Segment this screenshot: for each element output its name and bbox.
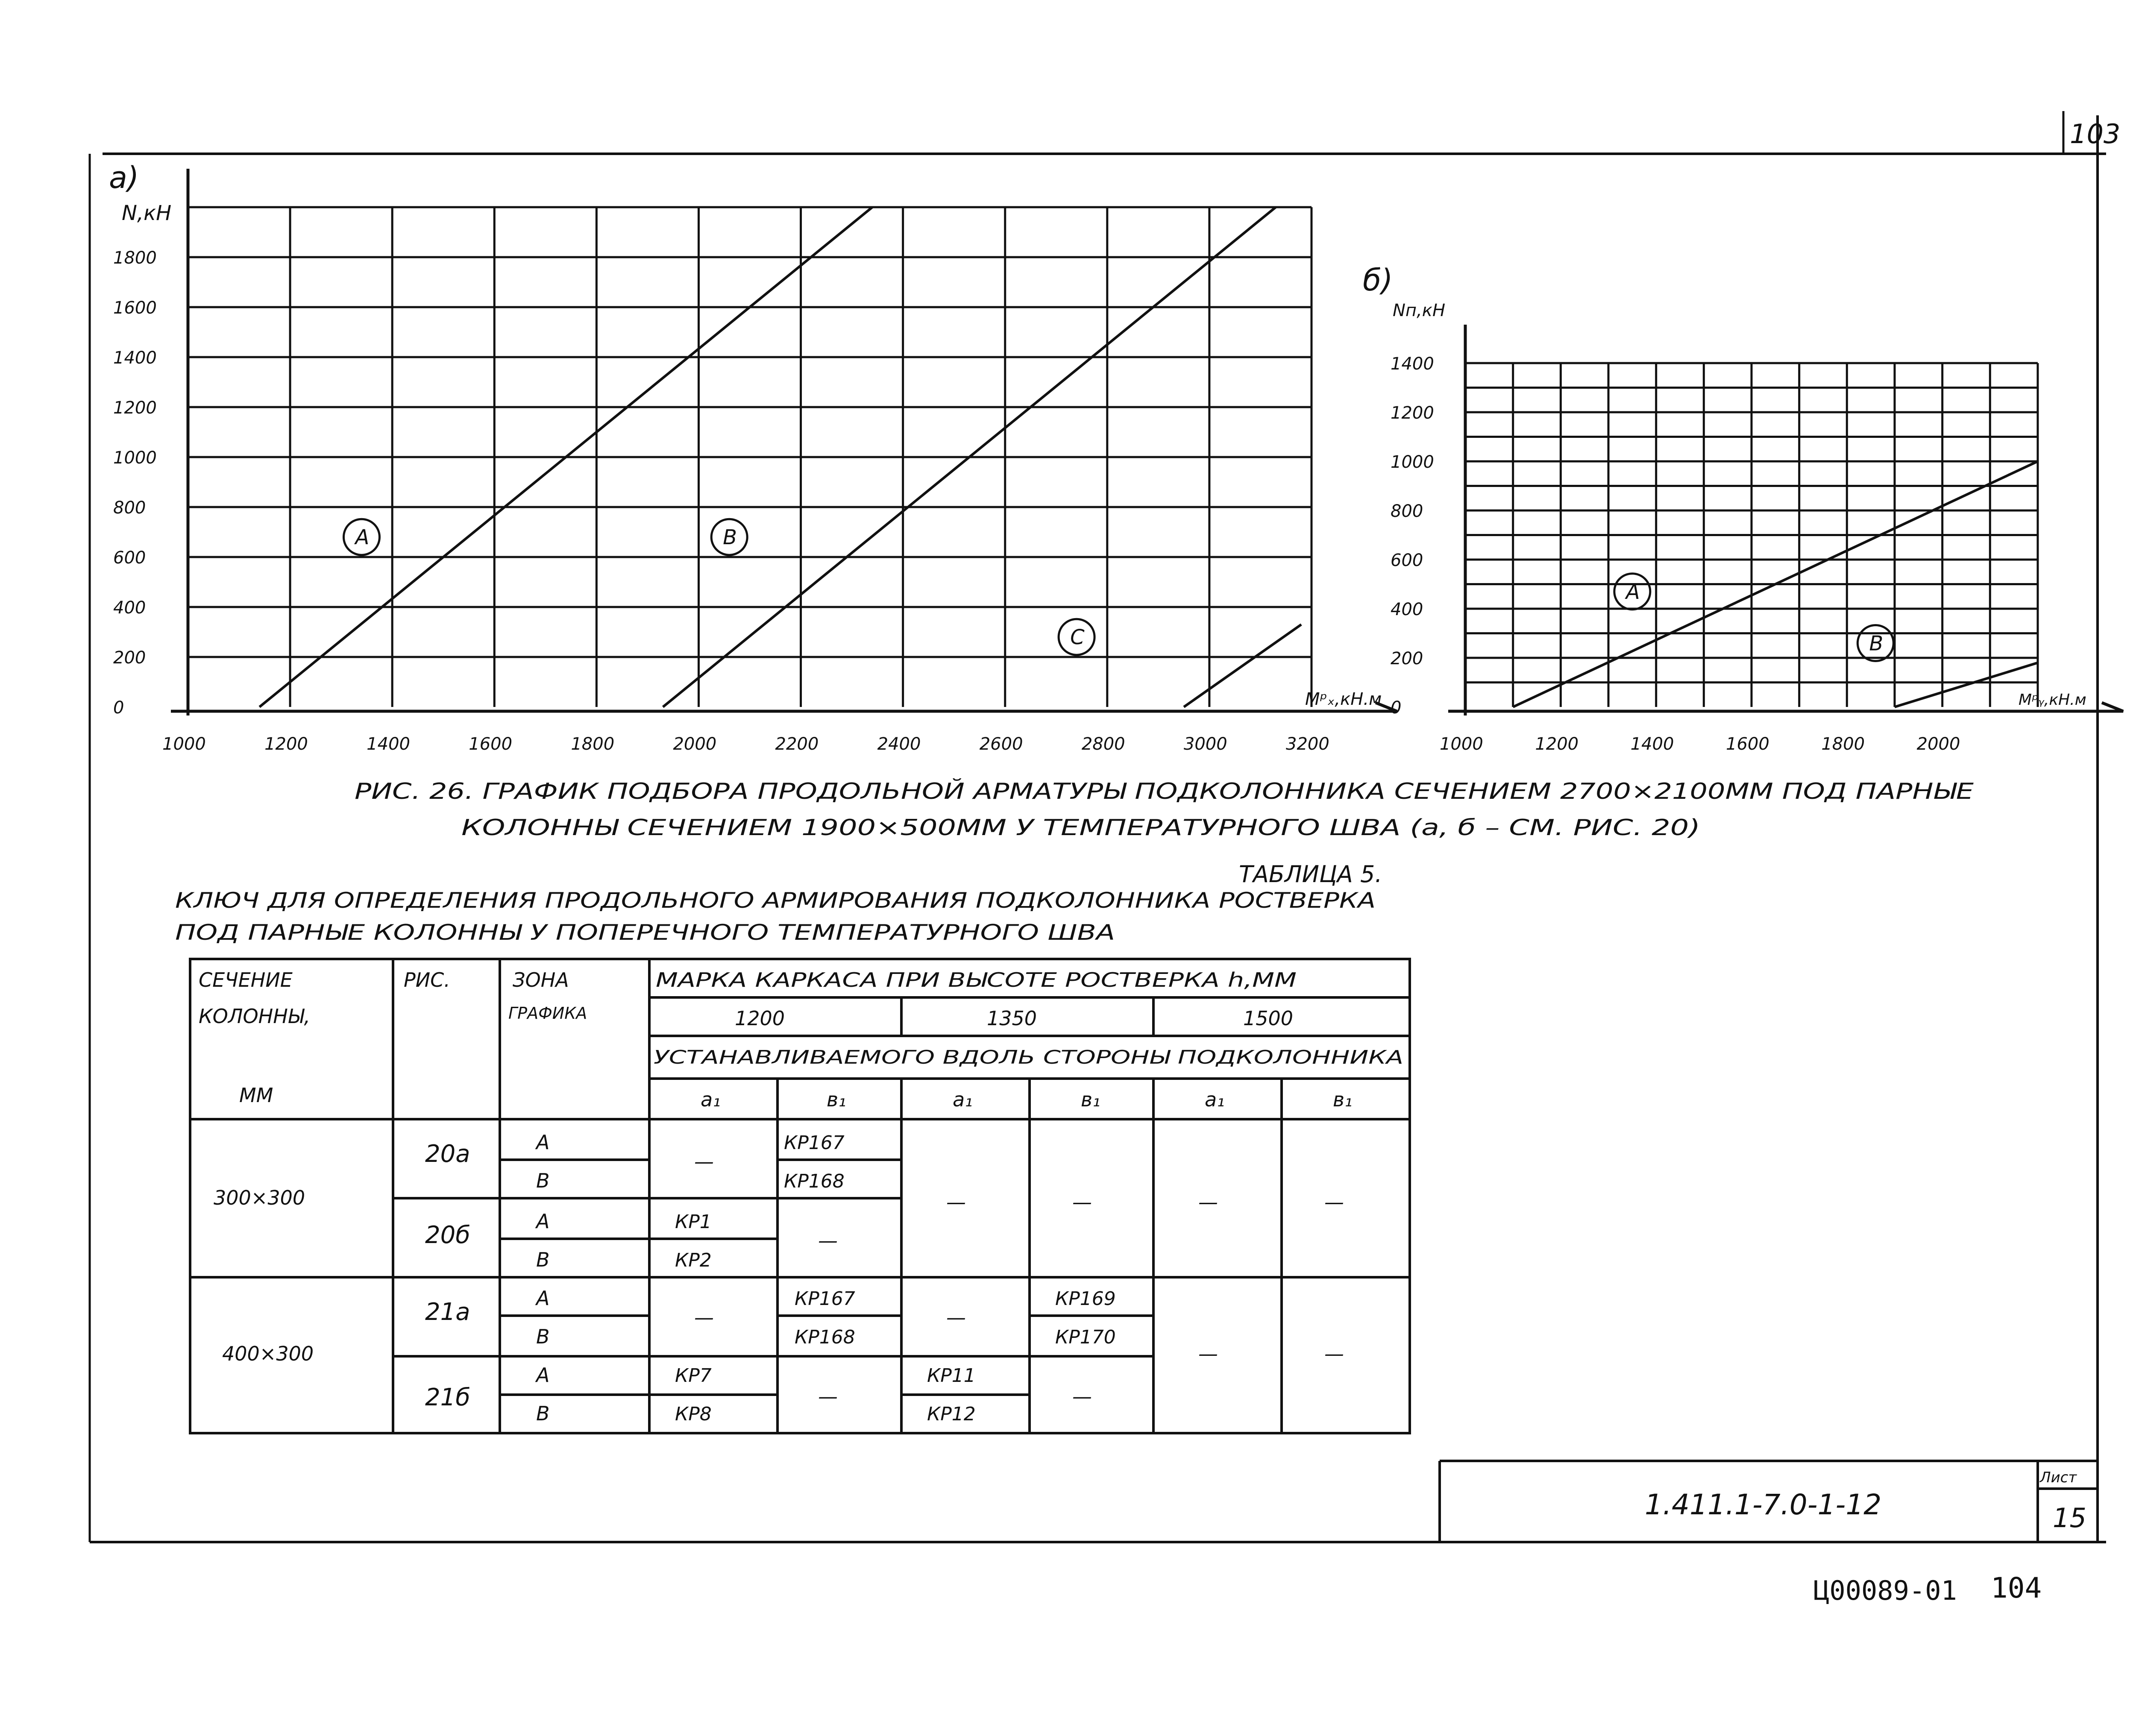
header-side-b1-1500: в₁ <box>1333 1088 1353 1111</box>
y-tick-label: 800 <box>1391 501 1423 521</box>
table-title-line2: ПОД ПАРНЫЕ КОЛОННЫ У ПОПЕРЕЧНОГО ТЕМПЕРАТУРНОГО ШВА <box>175 920 1115 945</box>
x-tick-label: 2200 <box>775 734 819 754</box>
x-tick-label: 3000 <box>1183 734 1227 754</box>
header-installed: УСТАНАВЛИВАЕМОГО ВДОЛЬ СТОРОНЫ ПОДКОЛОННИКА <box>654 1047 1403 1068</box>
x-tick-label: 1400 <box>1630 734 1674 754</box>
x-tick-label: 2000 <box>673 734 717 754</box>
row3-b1350-a: КР169 <box>1055 1288 1116 1310</box>
row4-b1350: — <box>1072 1385 1092 1408</box>
row1-b1350: — <box>1072 1191 1092 1214</box>
x-tick-label: 1400 <box>367 734 410 754</box>
y-tick-label: 1600 <box>113 298 157 318</box>
row3-b1200-a: КР167 <box>795 1288 855 1310</box>
row2-b1200: — <box>818 1229 838 1252</box>
chart-b-panel-label: б) <box>1363 263 1393 298</box>
y-tick-label: 200 <box>113 648 146 668</box>
row3-b1200-b: КР168 <box>795 1326 855 1348</box>
y-tick-label: 0 <box>1391 698 1402 718</box>
header-section-1: СЕЧЕНИЕ <box>199 968 293 991</box>
header-side-a1-1350: а₁ <box>953 1088 973 1111</box>
row1-a1200: — <box>694 1150 714 1173</box>
row3-zone-b: В <box>536 1325 550 1348</box>
x-tick-label: 1200 <box>1535 734 1579 754</box>
row2-a1200-b: КР2 <box>675 1249 712 1271</box>
table-grid-lines <box>190 959 1410 1433</box>
y-tick-label: 1200 <box>113 398 157 418</box>
chart-a-y-axis-label: N,кН <box>122 201 172 225</box>
series-marker-label: B <box>1869 631 1884 656</box>
header-side-b1-1350: в₁ <box>1081 1088 1100 1111</box>
row2-zone-b: В <box>536 1248 550 1271</box>
chart-a-panel-label: а) <box>109 160 139 195</box>
x-tick-label: 2000 <box>1916 734 1960 754</box>
y-tick-label: 400 <box>1391 600 1423 619</box>
y-tick-label: 800 <box>113 498 146 518</box>
row4-fig: 21б <box>425 1384 470 1411</box>
row3-a1350: — <box>946 1306 966 1329</box>
archive-number: Ц00089-01 <box>1813 1575 1957 1606</box>
row4-b1200: — <box>818 1385 838 1408</box>
chart-b-y-axis-label: Nп,кН <box>1393 301 1446 320</box>
row2-a1200-a: КР1 <box>675 1211 712 1233</box>
y-tick-label: 1400 <box>1391 354 1434 374</box>
series-marker-label: B <box>723 525 737 550</box>
chart-b <box>1363 263 2123 754</box>
y-tick-label: 1400 <box>113 348 157 368</box>
x-tick-label: 2600 <box>979 734 1023 754</box>
x-tick-label: 2400 <box>877 734 921 754</box>
series-marker-label: A <box>355 525 370 550</box>
reinforcement-key-table <box>190 959 1410 1433</box>
x-tick-label: 1000 <box>1440 734 1483 754</box>
x-tick-label: 2800 <box>1081 734 1125 754</box>
header-section-3: ММ <box>239 1084 273 1107</box>
x-tick-label: 1200 <box>264 734 308 754</box>
series-line-C <box>1184 625 1301 707</box>
row4-a1350-b: КР12 <box>927 1403 976 1425</box>
row1-b1500: — <box>1324 1191 1344 1214</box>
y-tick-label: 1200 <box>1391 403 1434 423</box>
row1-b1200-b: КР168 <box>784 1170 845 1192</box>
series-marker-label: C <box>1070 625 1085 650</box>
x-axis <box>171 703 1397 711</box>
page-number: 104 <box>1991 1572 2042 1604</box>
row4-zone-a: А <box>536 1364 550 1387</box>
x-tick-label: 1800 <box>571 734 615 754</box>
row4-zone-b: В <box>536 1402 550 1425</box>
y-tick-label: 0 <box>113 698 124 718</box>
header-height-1350: 1350 <box>987 1007 1037 1030</box>
header-mark: МАРКА КАРКАСА ПРИ ВЫСОТЕ РОСТВЕРКА h,ММ <box>656 968 1297 991</box>
row1-section: 300×300 <box>214 1186 305 1209</box>
header-height-1200: 1200 <box>735 1007 785 1030</box>
header-height-1500: 1500 <box>1243 1007 1294 1030</box>
x-tick-label: 1000 <box>162 734 206 754</box>
sheet-number-top: 103 <box>2070 118 2121 150</box>
row3-a1500: — <box>1198 1342 1218 1365</box>
row2-fig: 20б <box>425 1221 470 1249</box>
y-tick-label: 600 <box>113 548 146 568</box>
row1-a1500: — <box>1198 1191 1218 1214</box>
row4-a1350-a: КР11 <box>927 1365 976 1387</box>
document-designation: 1.411.1-7.0-1-12 <box>1645 1488 1882 1521</box>
chart-a <box>109 160 1397 754</box>
row4-a1200-b: КР8 <box>675 1403 712 1425</box>
row2-zone-a: А <box>536 1210 550 1233</box>
figure-caption-line2: КОЛОННЫ СЕЧЕНИЕМ 1900×500ММ У ТЕМПЕРАТУРНОГО ШВА (а, б – СМ. РИС. 20) <box>461 815 1700 841</box>
header-fig: РИС. <box>404 968 450 991</box>
series-line-B <box>1895 663 2038 707</box>
row3-fig: 21а <box>425 1298 470 1326</box>
table-label: ТАБЛИЦА 5. <box>1239 861 1382 888</box>
chart-b-x-axis-label: Mᵖᵧ,кН.м <box>2019 691 2086 709</box>
header-side-a1-1200: а₁ <box>701 1088 721 1111</box>
row3-zone-a: А <box>536 1287 550 1310</box>
row3-b1350-b: КР170 <box>1055 1326 1116 1348</box>
table-title-line1: КЛЮЧ ДЛЯ ОПРЕДЕЛЕНИЯ ПРОДОЛЬНОГО АРМИРОВАНИЯ ПОДКОЛОННИКА РОСТВЕРКА <box>175 888 1376 913</box>
series-marker-label: A <box>1625 580 1640 604</box>
y-tick-label: 1800 <box>113 248 157 268</box>
row1-zone-a: А <box>536 1131 550 1154</box>
x-tick-label: 3200 <box>1286 734 1329 754</box>
header-side-a1-1500: а₁ <box>1205 1088 1225 1111</box>
x-tick-label: 1600 <box>469 734 513 754</box>
row3-a1200: — <box>694 1306 714 1329</box>
header-side-b1-1200: в₁ <box>827 1088 846 1111</box>
figure-caption-line1: РИС. 26. ГРАФИК ПОДБОРА ПРОДОЛЬНОЙ АРМАТУРЫ ПОДКОЛОННИКА СЕЧЕНИЕМ 2700×2100ММ ПОД ПАРНЫЕ <box>355 779 1646 804</box>
row4-a1200-a: КР7 <box>675 1365 712 1387</box>
row1-fig: 20а <box>425 1140 470 1168</box>
chart-a-x-axis-label: Mᵖₓ,кН.м <box>1305 689 1382 709</box>
header-section-2: КОЛОННЫ, <box>199 1005 311 1028</box>
row1-b1200-a: КР167 <box>784 1132 845 1154</box>
y-tick-label: 400 <box>113 598 146 618</box>
x-tick-label: 1800 <box>1821 734 1865 754</box>
y-tick-label: 1000 <box>1391 452 1434 472</box>
y-tick-label: 600 <box>1391 551 1423 570</box>
row3-section: 400×300 <box>222 1342 314 1365</box>
row3-b1500: — <box>1324 1342 1344 1365</box>
sheet-label: Лист <box>2040 1469 2077 1486</box>
y-tick-label: 200 <box>1391 649 1423 669</box>
header-zone-1: ЗОНА <box>513 968 569 991</box>
row1-zone-b: В <box>536 1169 550 1192</box>
y-tick-label: 1000 <box>113 448 157 468</box>
header-zone-2: ГРАФИКА <box>508 1004 587 1023</box>
row1-a1350: — <box>946 1191 966 1214</box>
sheet-number: 15 <box>2053 1502 2086 1534</box>
x-tick-label: 1600 <box>1726 734 1769 754</box>
